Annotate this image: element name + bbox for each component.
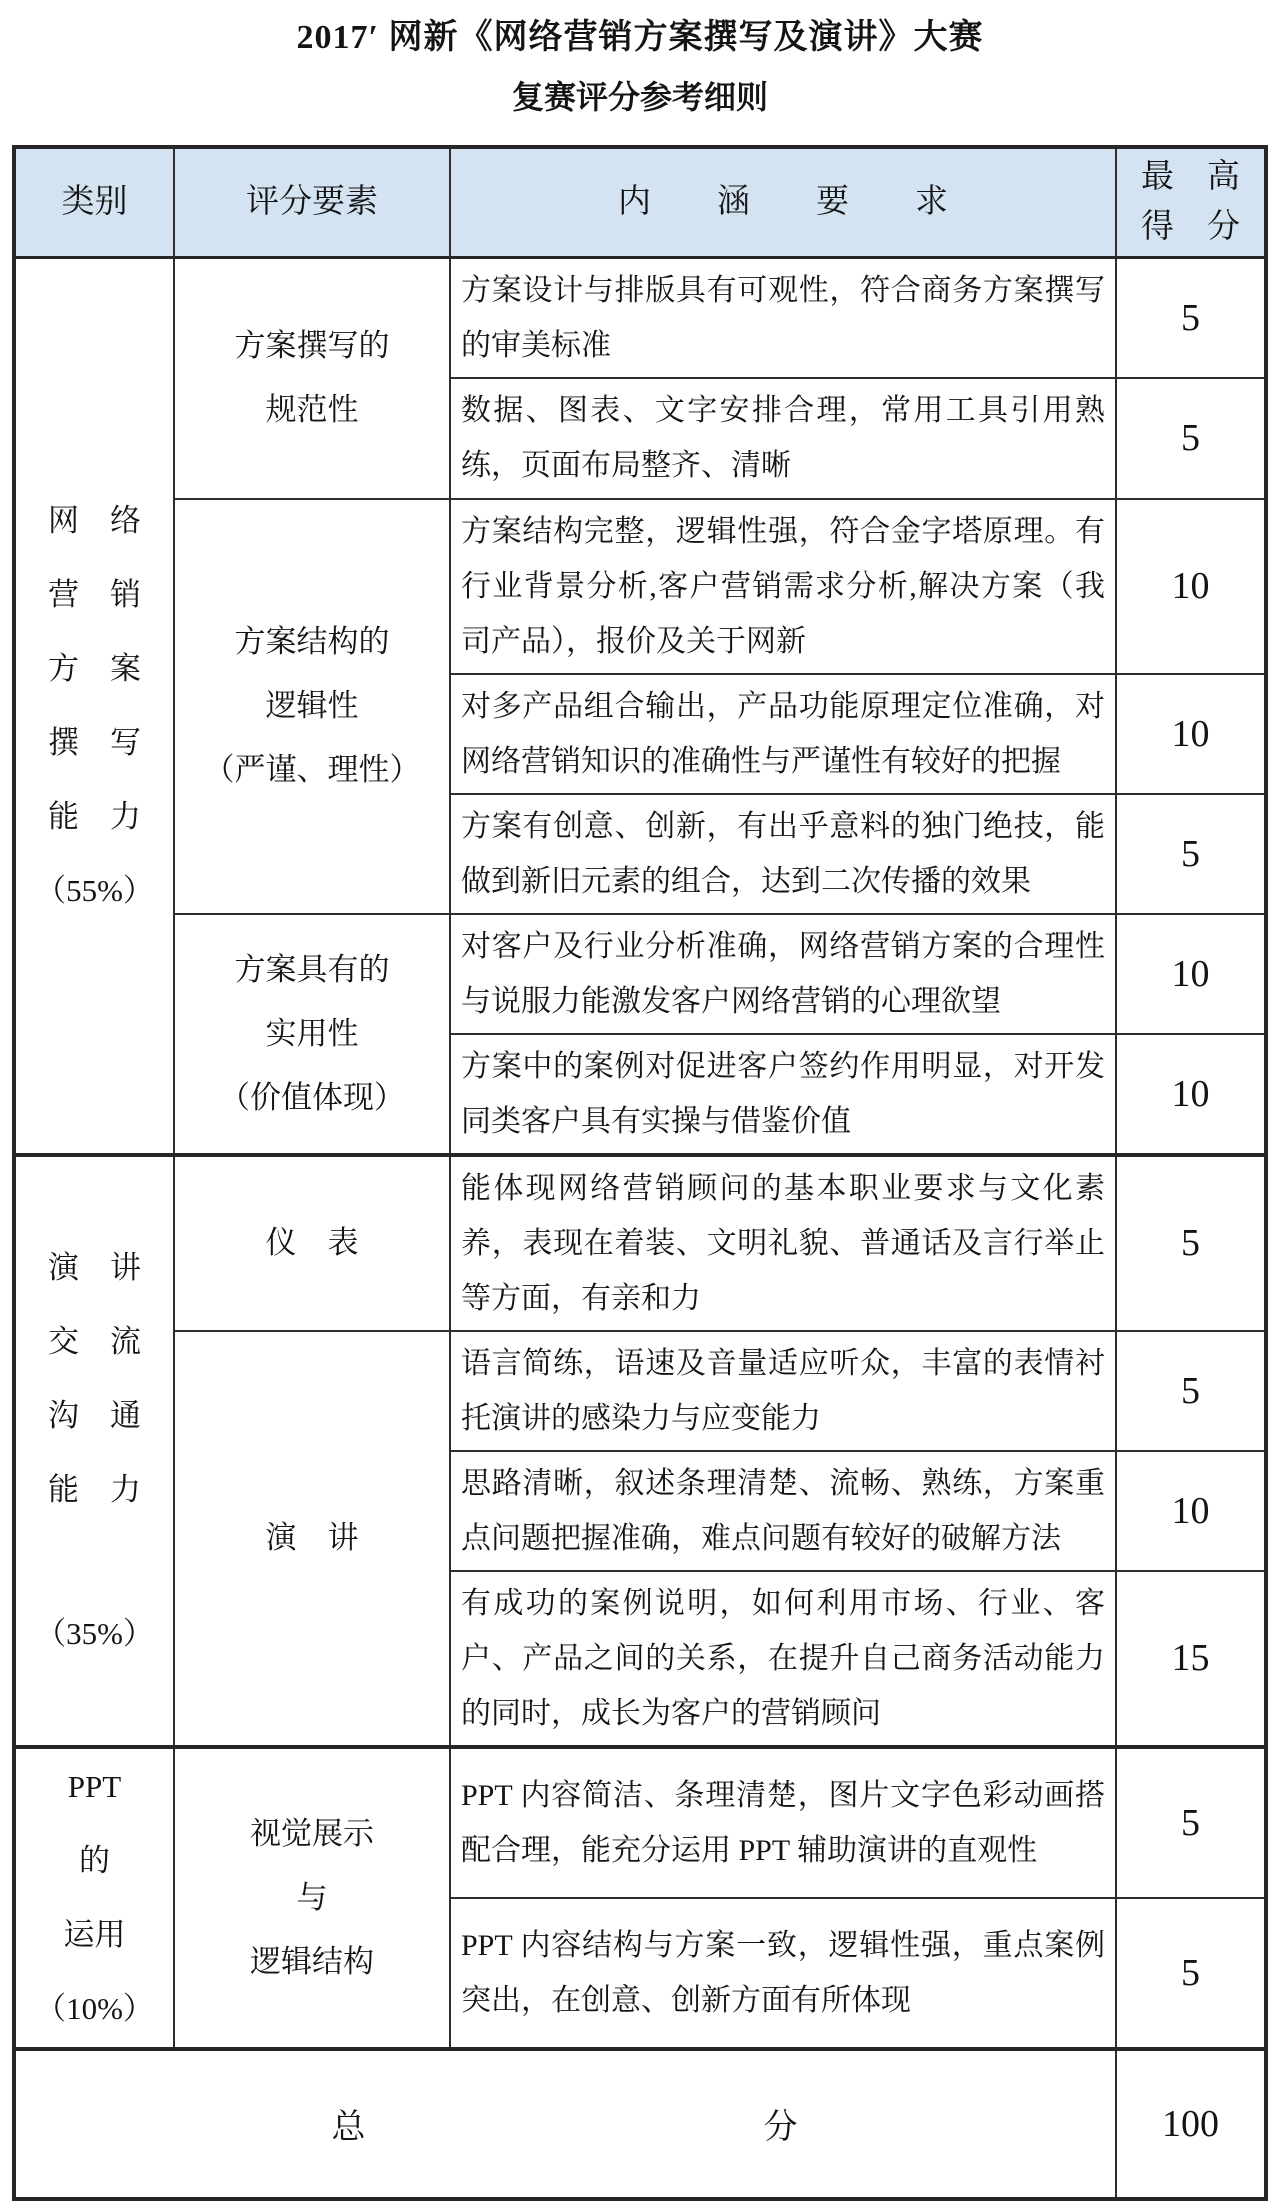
- score-cell: 10: [1116, 674, 1266, 794]
- score-cell: 5: [1116, 1155, 1266, 1331]
- requirement-cell: 对多产品组合输出，产品功能原理定位准确，对网络营销知识的准确性与严谨性有较好的把握: [450, 674, 1116, 794]
- requirement-cell: 方案中的案例对促进客户签约作用明显，对开发同类客户具有实操与借鉴价值: [450, 1034, 1116, 1155]
- factor-cell-appearance: 仪 表: [174, 1155, 450, 1331]
- header-category: 类别: [14, 147, 174, 257]
- score-cell: 5: [1116, 257, 1266, 378]
- score-cell: 10: [1116, 499, 1266, 674]
- requirement-cell: PPT 内容简洁、条理清楚，图片文字色彩动画搭配合理，能充分运用 PPT 辅助演讲的直观性: [450, 1747, 1116, 1898]
- header-max-score-line2: 得 分: [1141, 209, 1240, 246]
- table-row: [14, 257, 1266, 378]
- factor-cell-logic: 方案结构的 逻辑性 （严谨、理性）: [174, 499, 450, 914]
- requirement-cell: PPT 内容结构与方案一致，逻辑性强，重点案例突出，在创意、创新方面有所体现: [450, 1898, 1116, 2049]
- header-requirement: 内 涵 要 求: [450, 147, 1116, 257]
- factor-cell-practicality: 方案具有的 实用性 （价值体现）: [174, 914, 450, 1155]
- score-cell: 5: [1116, 794, 1266, 914]
- table-row: [14, 914, 1266, 1034]
- score-cell: 15: [1116, 1571, 1266, 1747]
- scoring-rubric-table: [12, 145, 1268, 2201]
- requirement-cell: 有成功的案例说明，如何利用市场、行业、客户、产品之间的关系，在提升自己商务活动能力的同时，成长为客户的营销顾问: [450, 1571, 1116, 1747]
- score-cell: 10: [1116, 1451, 1266, 1571]
- header-max-score-line1: 最 高: [1141, 159, 1240, 196]
- table-header-row: [14, 147, 1266, 257]
- score-cell: 5: [1116, 1898, 1266, 2049]
- category-cell-presentation: 演 讲 交 流 沟 通 能 力 （35%）: [14, 1155, 174, 1747]
- requirement-cell: 能体现网络营销顾问的基本职业要求与文化素养，表现在着装、文明礼貌、普通话及言行举止等方面，有亲和力: [450, 1155, 1116, 1331]
- total-label: 总 分: [14, 2049, 1116, 2199]
- page-title: 2017′ 网新《网络营销方案撰写及演讲》大赛: [296, 19, 984, 56]
- total-score: 100: [1116, 2049, 1266, 2199]
- factor-cell-speech: 演 讲: [174, 1331, 450, 1747]
- table-row: [14, 1331, 1266, 1451]
- page-subtitle: 复赛评分参考细则: [511, 79, 768, 115]
- header-factor: 评分要素: [174, 147, 450, 257]
- requirement-cell: 思路清晰，叙述条理清楚、流畅、熟练，方案重点问题把握准确，难点问题有较好的破解方法: [450, 1451, 1116, 1571]
- category-cell-writing: 网 络 营 销 方 案 撰 写 能 力 （55%）: [14, 257, 174, 1155]
- requirement-cell: 数据、图表、文字安排合理，常用工具引用熟练，页面布局整齐、清晰: [450, 378, 1116, 499]
- table-row: [14, 499, 1266, 674]
- score-cell: 5: [1116, 1331, 1266, 1451]
- score-cell: 5: [1116, 378, 1266, 499]
- total-row: [14, 2049, 1266, 2199]
- table-row: [14, 1747, 1266, 1898]
- requirement-cell: 对客户及行业分析准确，网络营销方案的合理性与说服力能激发客户网络营销的心理欲望: [450, 914, 1116, 1034]
- requirement-cell: 方案设计与排版具有可观性，符合商务方案撰写的审美标准: [450, 257, 1116, 378]
- header-max-score: [1116, 147, 1266, 257]
- factor-cell-visual: 视觉展示 与 逻辑结构: [174, 1747, 450, 2049]
- requirement-cell: 方案有创意、创新，有出乎意料的独门绝技，能做到新旧元素的组合，达到二次传播的效果: [450, 794, 1116, 914]
- score-cell: 10: [1116, 914, 1266, 1034]
- table-row: [14, 1155, 1266, 1331]
- score-cell: 5: [1116, 1747, 1266, 1898]
- category-cell-ppt: PPT 的 运用 （10%）: [14, 1747, 174, 2049]
- score-cell: 10: [1116, 1034, 1266, 1155]
- requirement-cell: 语言简练，语速及音量适应听众，丰富的表情衬托演讲的感染力与应变能力: [450, 1331, 1116, 1451]
- factor-cell-standardization: 方案撰写的 规范性: [174, 257, 450, 499]
- requirement-cell: 方案结构完整，逻辑性强，符合金字塔原理。有行业背景分析,客户营销需求分析,解决方案（我司产品），报价及关于网新: [450, 499, 1116, 674]
